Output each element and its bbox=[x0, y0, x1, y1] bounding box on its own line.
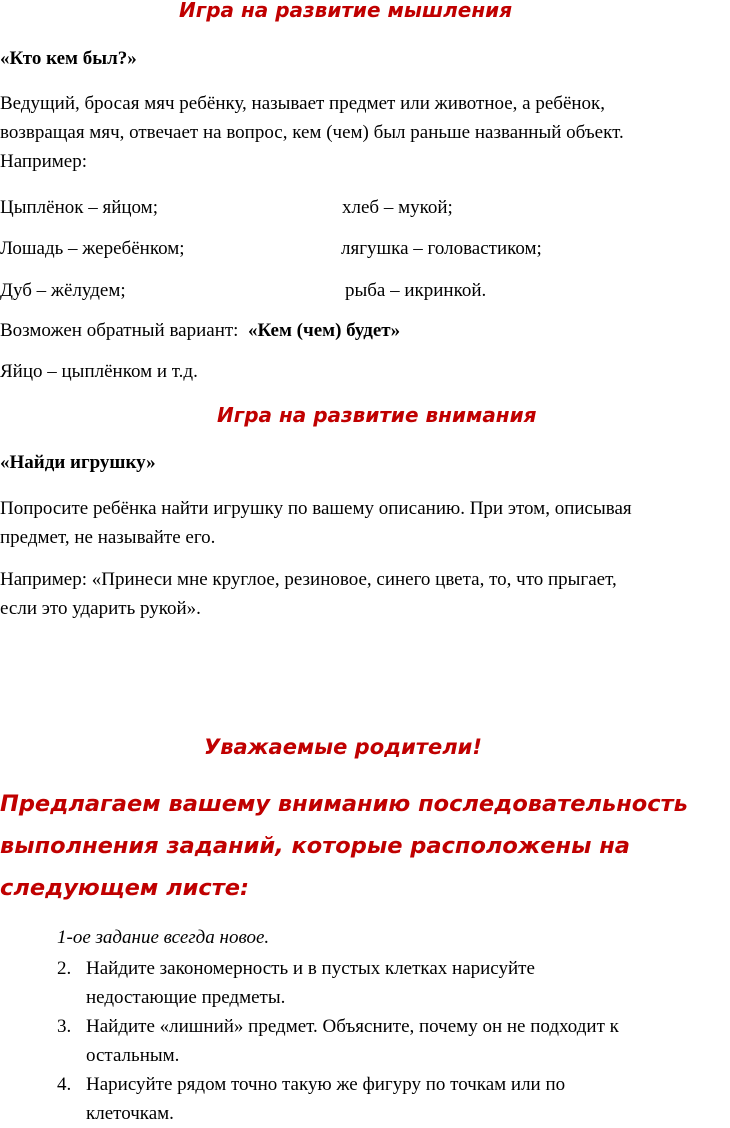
task-item bbox=[0, 1070, 730, 1128]
variant-prefix: Возможен обратный вариант: bbox=[0, 320, 248, 341]
task-line: Найдите «лишний» предмет. Объясните, почему он не подходит к bbox=[86, 1016, 619, 1037]
task-item bbox=[0, 954, 730, 1012]
example-line: Например: «Принеси мне круглое, резиновое, синего цвета, то, что прыгает, bbox=[0, 569, 617, 590]
section-heading-thinking: Игра на развитие мышления bbox=[179, 0, 513, 22]
task-item bbox=[0, 1012, 730, 1070]
instruction-line: предмет, не называйте его. bbox=[0, 527, 216, 548]
description-line: возвращая мяч, отвечает на вопрос, кем (чем) был раньше названный объект. bbox=[0, 122, 624, 143]
reverse-variant bbox=[0, 316, 400, 345]
description-line: Ведущий, бросая мяч ребёнку, называет предмет или животное, а ребёнок, bbox=[0, 93, 606, 114]
pair-right: лягушка – головастиком; bbox=[341, 238, 542, 259]
find-toy-example bbox=[0, 565, 617, 623]
variant-title: «Кем (чем) будет» bbox=[247, 320, 401, 341]
find-toy-instruction bbox=[0, 494, 632, 552]
instruction-line: Попросите ребёнка найти игрушку по вашему описанию. При этом, описывая bbox=[0, 498, 632, 519]
intro-line: следующем листе: bbox=[0, 875, 250, 901]
task-line: недостающие предметы. bbox=[86, 987, 286, 1008]
intro-line: Предлагаем вашему вниманию последовательность bbox=[0, 791, 688, 817]
task-number: 4. bbox=[57, 1074, 72, 1095]
pair-left: Дуб – жёлудем; bbox=[0, 280, 126, 301]
example-line: если это ударить рукой». bbox=[0, 598, 201, 619]
parents-greeting: Уважаемые родители! bbox=[204, 735, 482, 759]
description-line: Например: bbox=[0, 151, 87, 172]
section-heading-attention: Игра на развитие внимания bbox=[217, 403, 537, 427]
pair-left: Цыплёнок – яйцом; bbox=[0, 197, 158, 218]
game-title-find-toy: «Найди игрушку» bbox=[0, 452, 156, 473]
pair-right: рыба – икринкой. bbox=[345, 280, 487, 301]
task-list bbox=[0, 923, 730, 1128]
pair-left: Лошадь – жеребёнком; bbox=[0, 238, 185, 259]
intro-line: выполнения заданий, которые расположены на bbox=[0, 833, 630, 859]
variant-example: Яйцо – цыплёнком и т.д. bbox=[0, 361, 198, 382]
pair-right: хлеб – мукой; bbox=[342, 197, 453, 218]
task-line: Нарисуйте рядом точно такую же фигуру по точкам или по bbox=[86, 1074, 566, 1095]
parents-intro bbox=[0, 783, 688, 909]
task-number: 3. bbox=[57, 1016, 72, 1037]
task-line: остальным. bbox=[86, 1045, 180, 1066]
task-number: 2. bbox=[57, 958, 72, 979]
task-line: клеточкам. bbox=[86, 1103, 174, 1124]
game-description bbox=[0, 89, 624, 176]
task-line: Найдите закономерность и в пустых клетках нарисуйте bbox=[86, 958, 535, 979]
task-item-first: 1-ое задание всегда новое. bbox=[57, 927, 270, 948]
game-title-who-was: «Кто кем был?» bbox=[0, 48, 137, 69]
